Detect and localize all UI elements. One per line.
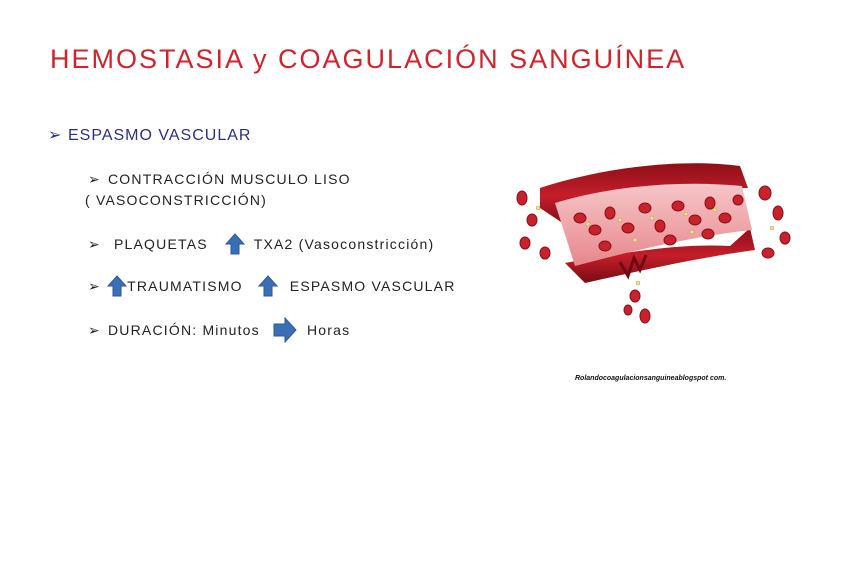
item-text: TRAUMATISMO <box>127 278 243 295</box>
bullet-item-plaquetas <box>88 233 434 258</box>
bullet-icon: ➢ <box>88 171 101 187</box>
section-heading <box>48 125 251 145</box>
up-arrow-icon <box>107 275 127 300</box>
section-label: ESPASMO VASCULAR <box>68 127 252 144</box>
bullet-item-duracion <box>88 317 350 346</box>
bullet-item-traumatismo <box>88 275 456 300</box>
bullet-icon: ➢ <box>88 278 101 295</box>
bullet-icon: ➢ <box>48 127 63 144</box>
up-arrow-icon <box>258 275 278 300</box>
blood-vessel-illustration <box>510 158 800 328</box>
item-text: ( VASOCONSTRICCIÓN) <box>85 192 267 208</box>
item-text: DURACIÓN: Minutos <box>108 322 260 339</box>
bullet-icon: ➢ <box>88 322 101 339</box>
slide-title: HEMOSTASIA y COAGULACIÓN SANGUÍNEA <box>50 44 687 74</box>
image-credit: Rolandocoagulacionsanguineablogspot com. <box>575 375 727 382</box>
up-arrow-icon <box>225 233 245 258</box>
item-text: TXA2 (Vasoconstricción) <box>253 236 435 253</box>
item-text: ESPASMO VASCULAR <box>289 278 456 295</box>
bullet-item-contraccion-cont <box>85 192 267 208</box>
item-text: PLAQUETAS <box>114 236 208 253</box>
bullet-item-contraccion <box>88 171 351 188</box>
item-text: CONTRACCIÓN MUSCULO LISO <box>108 171 351 187</box>
item-text: Horas <box>306 322 351 339</box>
bullet-icon: ➢ <box>88 236 101 253</box>
right-arrow-icon <box>273 317 297 346</box>
